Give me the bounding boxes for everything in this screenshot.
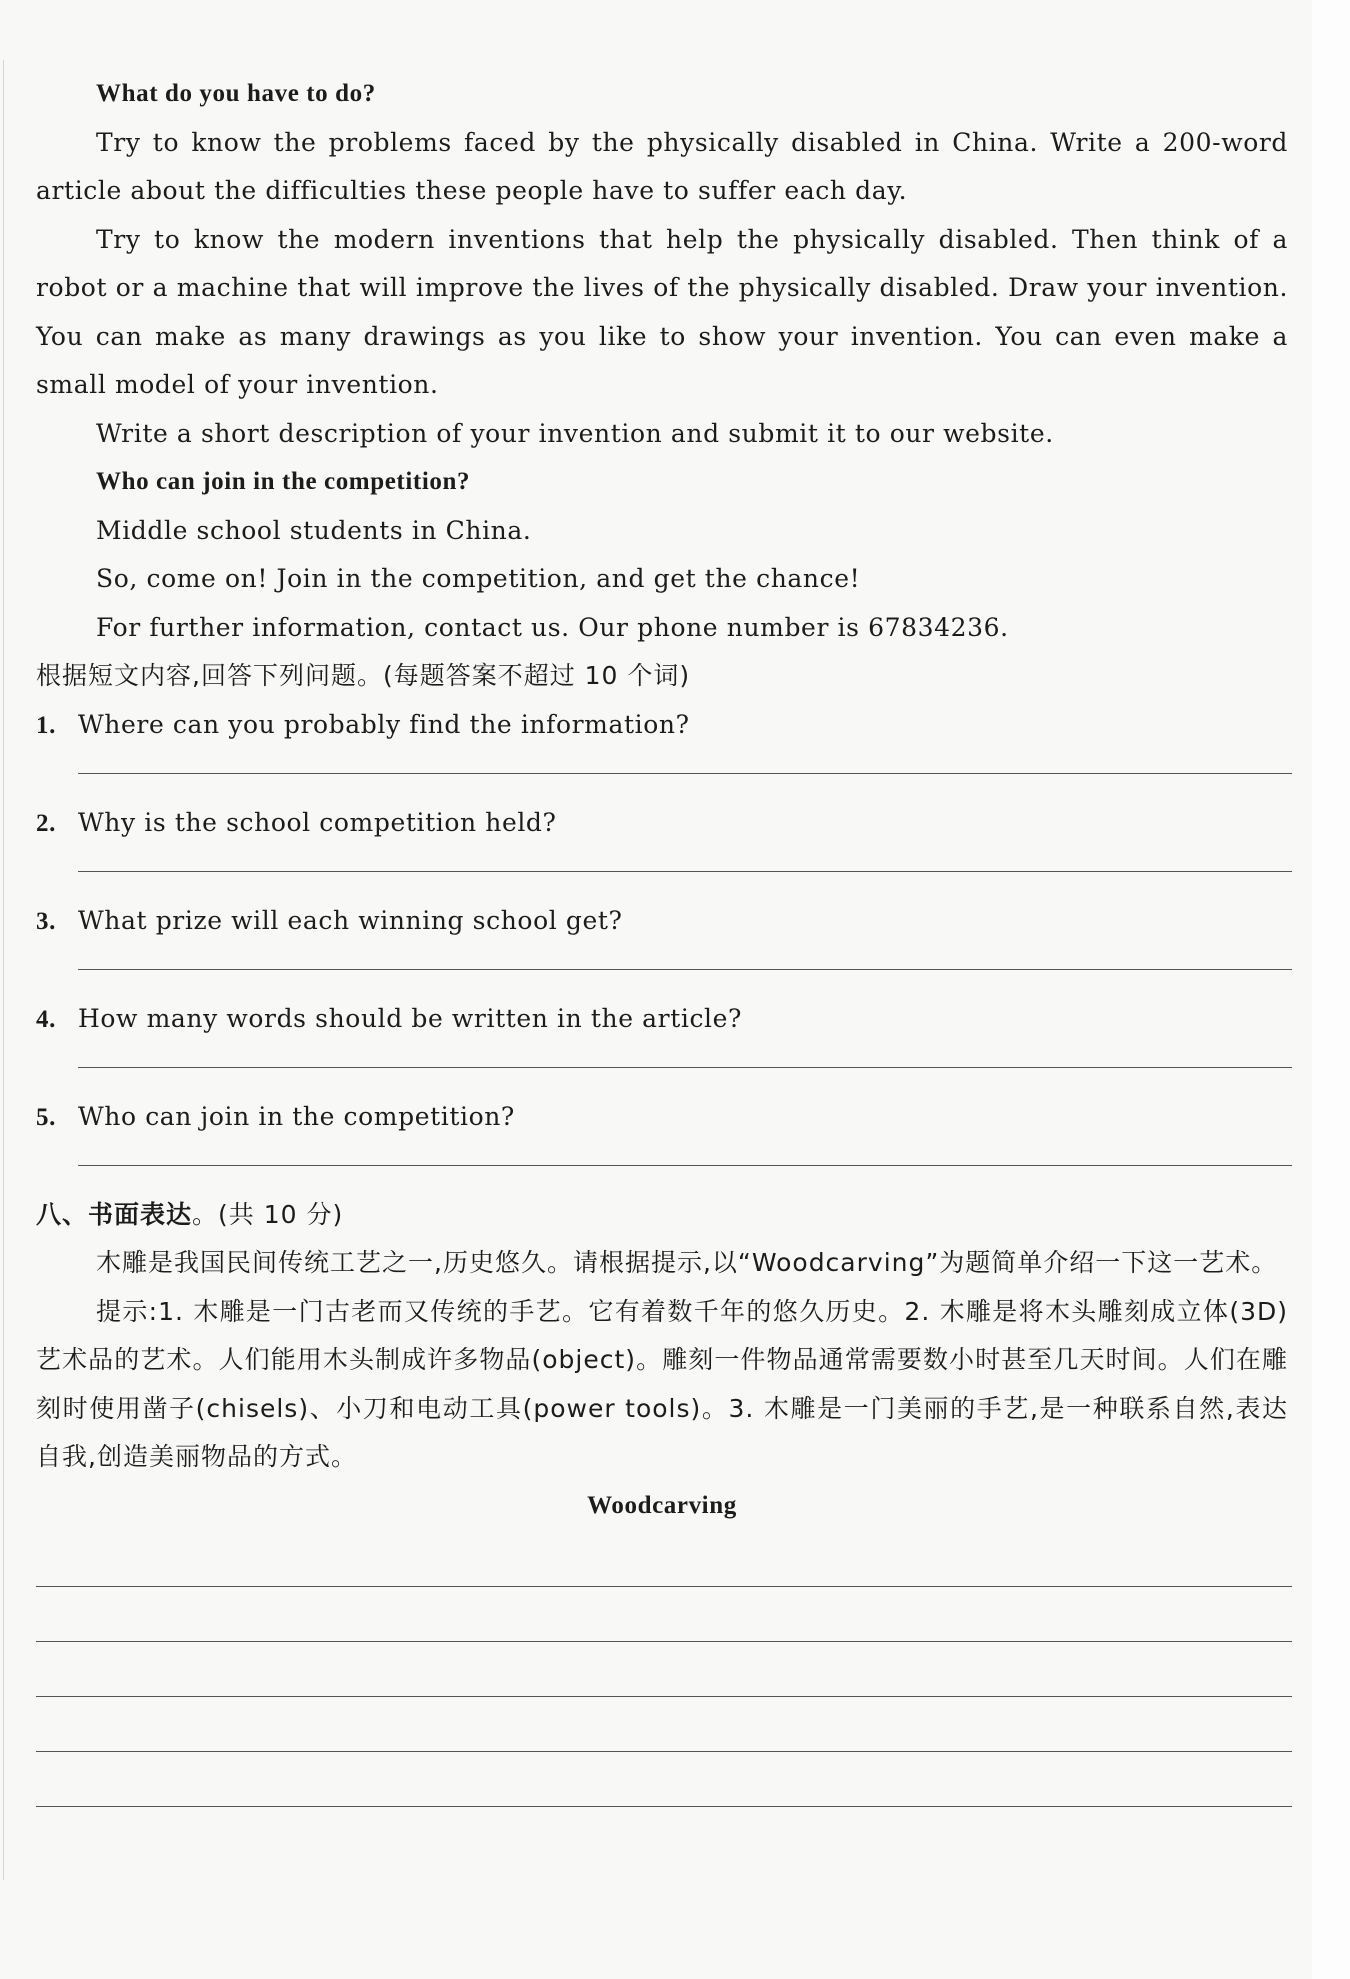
section-heading-who-can-join: Who can join in the competition? [96,468,471,495]
margin-line [3,60,4,1880]
essay-writing-area[interactable] [36,1532,1288,1832]
paragraph-call-to-action: So, come on! Join in the competition, and get the chance! [96,564,861,593]
question-number: 3. [36,907,56,935]
answer-line[interactable] [78,1165,1292,1166]
answer-line[interactable] [78,773,1292,774]
answer-line[interactable] [78,871,1292,872]
paragraph-article-task: Try to know the problems faced by the physically disabled in China. Write a 200-word article about the difficulties these people have to suffer each day. [36,127,1288,205]
question-text: How many words should be written in the article? [78,1003,743,1033]
writing-line[interactable] [36,1587,1292,1642]
question-number: 5. [36,1103,56,1131]
question-instruction: 根据短文内容,回答下列问题。(每题答案不超过 10 个词) [36,661,691,690]
question-text: Who can join in the competition? [78,1101,515,1131]
question-item [36,995,1288,1093]
page-edge [1312,0,1350,1979]
paragraph-submit-task: Write a short description of your invention and submit it to our website. [96,418,1054,448]
question-item [36,897,1288,995]
question-item [36,1093,1288,1191]
writing-line[interactable] [36,1752,1292,1807]
question-text: What prize will each winning school get? [78,905,623,935]
question-number: 1. [36,711,56,739]
question-number: 2. [36,809,56,837]
section-heading-what-to-do: What do you have to do? [96,80,376,107]
section-8-title: 八、书面表达 [36,1199,193,1229]
question-text: Why is the school competition held? [78,807,557,837]
question-item [36,799,1288,897]
paragraph-invention-task: Try to know the modern inventions that help the physically disabled. Then think of a robot or a machine that will improve the lives of the physically disabled. Draw your invention. You can make as many drawings as you like to show your invention. You can even make a small model of your invention. [36,224,1288,399]
worksheet-content [36,70,1288,1832]
question-item [36,701,1288,799]
writing-line[interactable] [36,1697,1292,1752]
writing-line[interactable] [36,1642,1292,1697]
section-8-heading [36,1191,1288,1240]
question-text: Where can you probably find the information? [78,709,690,739]
answer-line[interactable] [78,1067,1292,1068]
answer-line[interactable] [78,969,1292,970]
paragraph-eligibility: Middle school students in China. [96,515,532,545]
question-number: 4. [36,1005,56,1033]
question-list [36,701,1288,1191]
paragraph-contact: For further information, contact us. Our phone number is 67834236. [96,612,1009,642]
section-8-score: 。(共 10 分) [192,1199,344,1229]
writing-hints: 提示:1. 木雕是一门古老而又传统的手艺。它有着数千年的悠久历史。2. 木雕是将木头雕刻成立体(3D)艺术品的艺术。人们能用木头制成许多物品(object)。雕刻一件物品通常需要数小时甚至几天时间。人们在雕刻时使用凿子(chisels)、小刀和电动工具(power tools)。3. 木雕是一门美丽的手艺,是一种联系自然,表达自我,创造美丽物品的方式。 [36,1296,1288,1471]
writing-prompt: 木雕是我国民间传统工艺之一,历史悠久。请根据提示,以“Woodcarving”为题简单介绍一下这一艺术。 [96,1248,1278,1277]
essay-title: Woodcarving [587,1491,737,1519]
writing-line[interactable] [36,1532,1292,1587]
